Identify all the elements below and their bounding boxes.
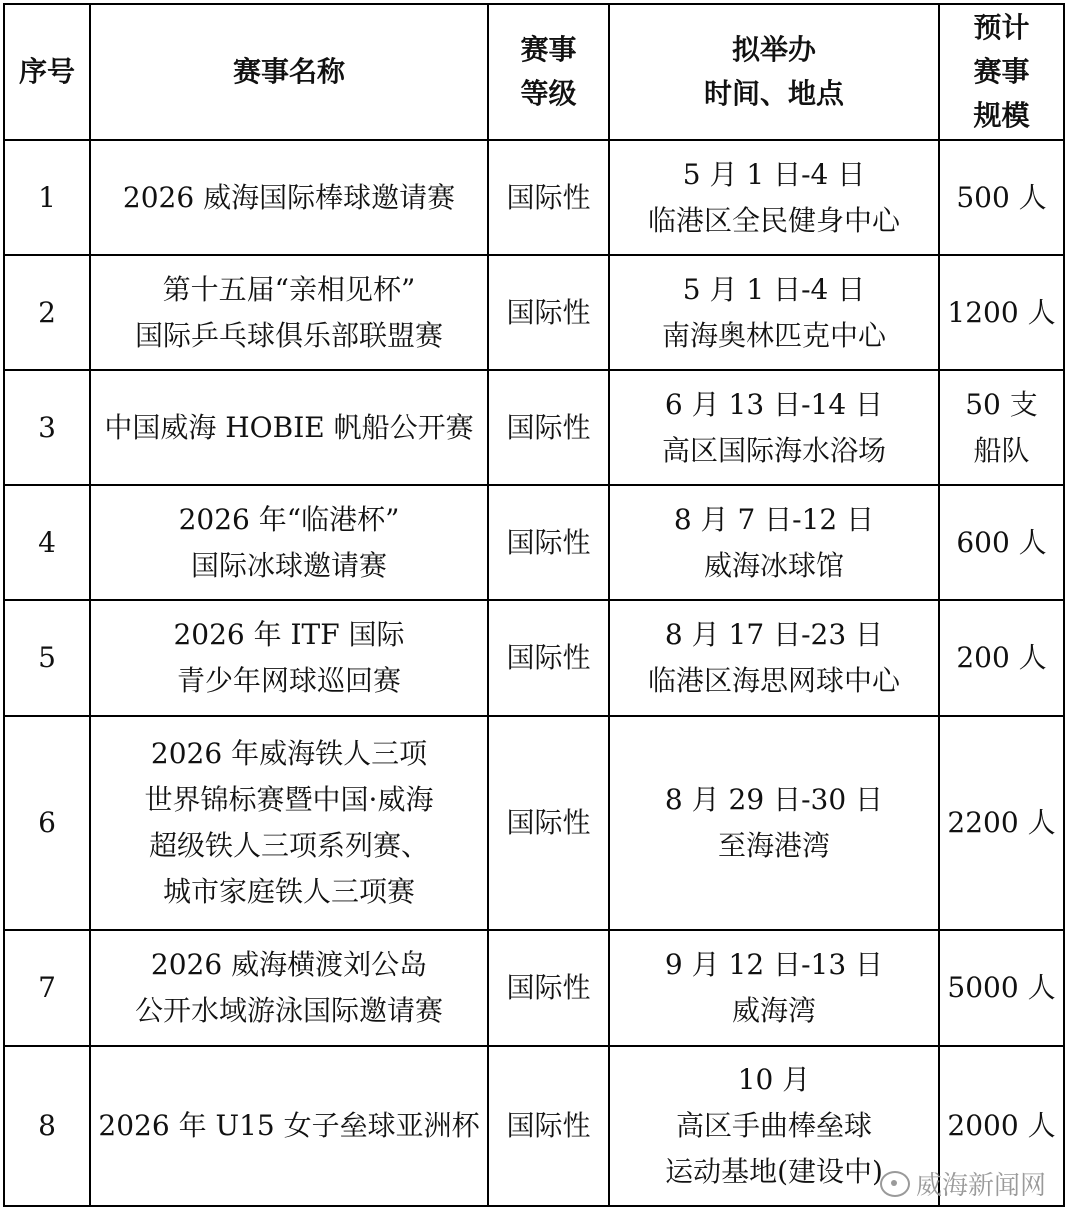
cell-time-place: 6 月 13 日-14 日 高区国际海水浴场 — [609, 370, 939, 485]
table-row — [4, 930, 1064, 1046]
cell-index: 7 — [4, 930, 90, 1046]
cell-name: 2026 威海国际棒球邀请赛 — [90, 140, 488, 255]
cell-level: 国际性 — [488, 255, 609, 370]
cell-scale: 1200 人 — [939, 255, 1064, 370]
table-row — [4, 140, 1064, 255]
events-table — [3, 3, 1065, 1207]
cell-level: 国际性 — [488, 930, 609, 1046]
cell-time-place: 8 月 29 日-30 日 至海港湾 — [609, 716, 939, 930]
header-level: 赛事 等级 — [488, 4, 609, 140]
table-row — [4, 716, 1064, 930]
cell-name: 2026 年 U15 女子垒球亚洲杯 — [90, 1046, 488, 1206]
cell-level: 国际性 — [488, 716, 609, 930]
cell-level: 国际性 — [488, 1046, 609, 1206]
cell-index: 8 — [4, 1046, 90, 1206]
header-scale: 预计 赛事 规模 — [939, 4, 1064, 140]
cell-index: 2 — [4, 255, 90, 370]
cell-level: 国际性 — [488, 370, 609, 485]
weibo-icon — [880, 1171, 910, 1197]
cell-scale: 500 人 — [939, 140, 1064, 255]
cell-scale: 5000 人 — [939, 930, 1064, 1046]
cell-name: 2026 年威海铁人三项 世界锦标赛暨中国·威海 超级铁人三项系列赛、 城市家庭铁人三项赛 — [90, 716, 488, 930]
header-name: 赛事名称 — [90, 4, 488, 140]
table-header-row — [4, 4, 1064, 140]
cell-index: 6 — [4, 716, 90, 930]
cell-time-place: 8 月 17 日-23 日 临港区海思网球中心 — [609, 600, 939, 716]
cell-index: 3 — [4, 370, 90, 485]
watermark-text: 威海新闻网 — [915, 1171, 1046, 1201]
cell-time-place: 8 月 7 日-12 日 威海冰球馆 — [609, 485, 939, 600]
cell-level: 国际性 — [488, 485, 609, 600]
cell-scale: 2000 人 — [939, 1046, 1064, 1206]
cell-name: 2026 威海横渡刘公岛 公开水域游泳国际邀请赛 — [90, 930, 488, 1046]
cell-scale: 2200 人 — [939, 716, 1064, 930]
table-row — [4, 255, 1064, 370]
cell-time-place: 9 月 12 日-13 日 威海湾 — [609, 930, 939, 1046]
cell-level: 国际性 — [488, 600, 609, 716]
cell-scale: 200 人 — [939, 600, 1064, 716]
table-row — [4, 485, 1064, 600]
cell-level: 国际性 — [488, 140, 609, 255]
cell-time-place: 10 月 高区手曲棒垒球 运动基地(建设中) — [609, 1046, 939, 1206]
table-row — [4, 600, 1064, 716]
cell-time-place: 5 月 1 日-4 日 临港区全民健身中心 — [609, 140, 939, 255]
cell-name: 2026 年“临港杯” 国际冰球邀请赛 — [90, 485, 488, 600]
cell-scale: 50 支 船队 — [939, 370, 1064, 485]
cell-name: 第十五届“亲相见杯” 国际乒乓球俱乐部联盟赛 — [90, 255, 488, 370]
cell-scale: 600 人 — [939, 485, 1064, 600]
cell-index: 4 — [4, 485, 90, 600]
cell-name: 中国威海 HOBIE 帆船公开赛 — [90, 370, 488, 485]
header-time-place: 拟举办 时间、地点 — [609, 4, 939, 140]
cell-time-place: 5 月 1 日-4 日 南海奥林匹克中心 — [609, 255, 939, 370]
header-index: 序号 — [4, 4, 90, 140]
cell-name: 2026 年 ITF 国际 青少年网球巡回赛 — [90, 600, 488, 716]
watermark — [880, 1165, 1046, 1202]
table-row — [4, 370, 1064, 485]
cell-index: 5 — [4, 600, 90, 716]
cell-index: 1 — [4, 140, 90, 255]
